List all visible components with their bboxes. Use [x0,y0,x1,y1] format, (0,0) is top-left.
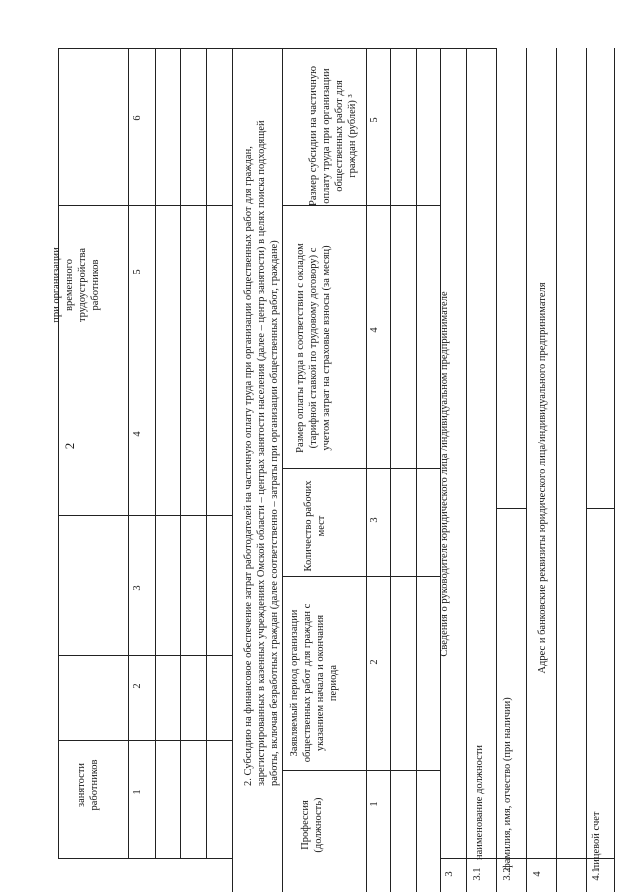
column-number: 5 [369,117,380,123]
table-divider [282,468,440,469]
header-salary: Размер оплаты труда в соответствии с окладом (тарифной ставкой по трудовому договору) с учетом затрат на страховые взносы (за месяц) [295,243,333,453]
table-divider [586,48,587,892]
table-divider [232,48,233,892]
row-title: Адрес и банковские реквизиты юридического лица/индивидуального предпринимателя [537,282,548,674]
header-period: Заявляемый период организации общественных работ для граждан с указанием начала и окончания периода [289,603,340,763]
column-number: 3 [369,517,380,523]
table-divider [440,858,614,859]
table-divider [282,576,440,577]
table-divider [466,48,467,892]
row-title: фамилия, имя, отчество (при наличии) [502,697,513,870]
table-divider [416,48,417,892]
section-2-text: 2. Субсидию на финансовое обеспечение затрат работодателей на частичную оплату труда при организации общественных работ для граждан, зарегистрированных в казенных учреждениях Омской области – центрах занятости населения (далее – центр занятости) в целях поиска подходящей работы, включая безработных граждан (далее соответственно – затраты при организации общественных работ, граждане) [243,120,281,786]
column-number: 1 [369,801,380,807]
table-divider [390,48,391,892]
table-divider [58,858,232,859]
row-title: Сведения о руководителе юридического лица /индивидуальном предпринимателе [439,291,450,657]
row-number: 3.2 [502,867,513,881]
table-divider [206,48,207,858]
column-number: 2 [369,659,380,665]
table-divider [180,48,181,858]
column-number: 5 [132,269,143,275]
table-divider [58,205,232,206]
header-profession: Профессия (должность) [300,797,325,853]
row-number: 3 [444,871,455,877]
table-divider [58,655,232,656]
table-border [58,48,59,858]
table-border [496,48,497,892]
header-subsidy: Размер субсидии на частичную оплату труда при организации общественных работ для граждан (рублей) ³ [308,66,359,206]
row-title: лицевой счет [591,811,602,870]
column-number: 4 [369,327,380,333]
table-divider [496,508,526,509]
header-temporary-employment: при организации временного трудоустройства работников [51,247,102,323]
table-divider [58,515,232,516]
table-border [58,48,496,49]
table-divider [556,48,557,892]
row-number: 3.1 [472,867,483,881]
page-number: 2 [62,442,77,450]
column-number: 1 [132,789,143,795]
table-divider [586,508,614,509]
column-number: 6 [132,115,143,121]
row-number: 4 [532,871,543,877]
table-divider [526,48,527,892]
row-number: 4.1 [591,867,602,881]
table-divider [282,48,283,892]
row-title: наименование должности [474,744,485,860]
column-number: 2 [132,683,143,689]
table-divider [155,48,156,858]
header-workplaces: Количество рабочих мест [303,480,328,572]
table-divider [282,770,440,771]
table-divider [128,48,129,858]
column-number: 4 [132,431,143,437]
table-divider [614,48,615,892]
column-number: 3 [132,585,143,591]
header-employment: занятости работников [76,759,101,811]
